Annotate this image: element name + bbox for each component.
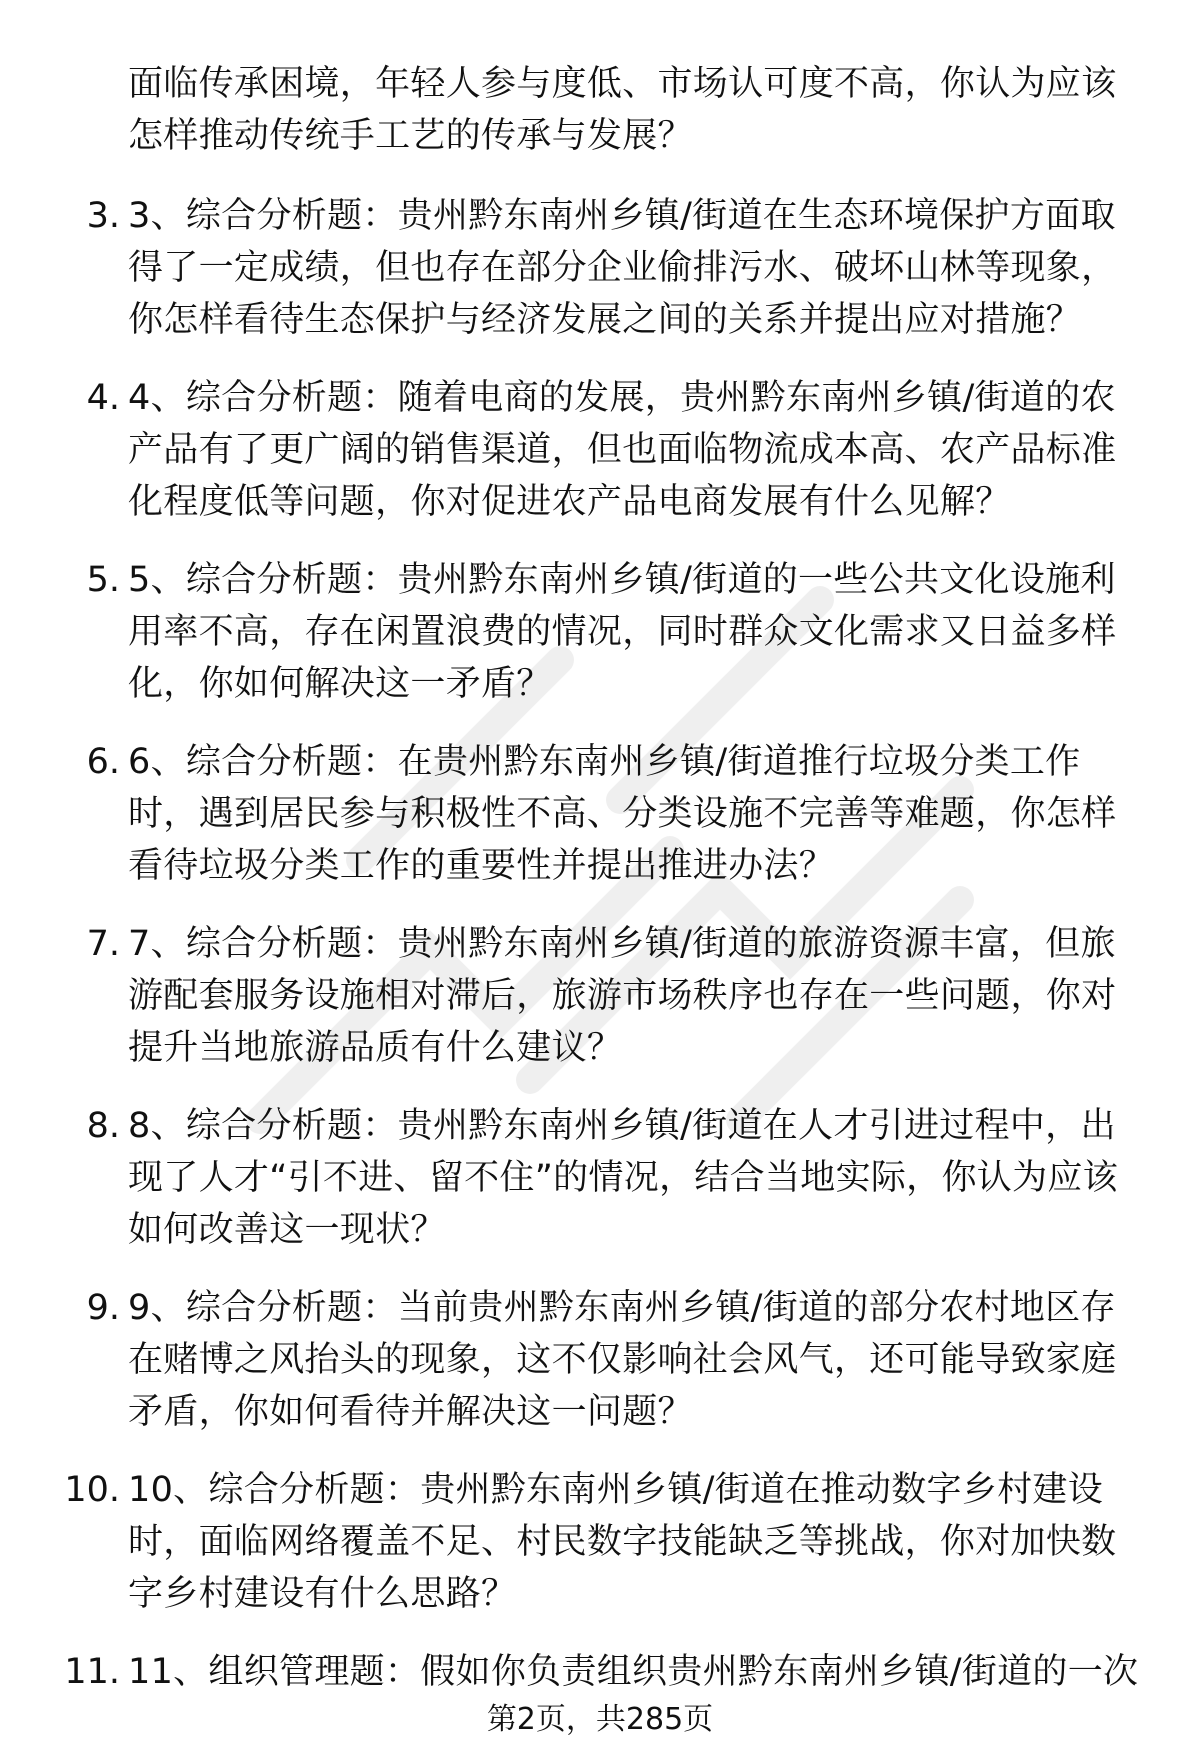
- list-item: [0, 554, 1200, 736]
- question-number: 10.: [64, 1470, 120, 1510]
- question-number: 6.: [86, 742, 120, 782]
- list-item: [0, 1464, 1200, 1646]
- lead-paragraph: 面临传承困境，年轻人参与度低、市场认可度不高，你认为应该怎样推动传统手工艺的传承与发展？: [128, 64, 1117, 156]
- question-number: 8.: [86, 1106, 120, 1146]
- question-text: 3、综合分析题：贵州黔东南州乡镇/街道在生态环境保护方面取得了一定成绩，但也存在部分企业偷排污水、破坏山林等现象，你怎样看待生态保护与经济发展之间的关系并提出应对措施？: [128, 196, 1117, 340]
- question-text: 7、综合分析题：贵州黔东南州乡镇/街道的旅游资源丰富，但旅游配套服务设施相对滞后，旅游市场秩序也存在一些问题，你对提升当地旅游品质有什么建议？: [128, 924, 1117, 1068]
- question-number: 11.: [64, 1652, 120, 1692]
- question-text: 5、综合分析题：贵州黔东南州乡镇/街道的一些公共文化设施利用率不高，存在闲置浪费的情况，同时群众文化需求又日益多样化，你如何解决这一矛盾？: [128, 560, 1117, 704]
- page-footer: 第2页，共285页: [486, 1702, 714, 1737]
- question-number: 5.: [86, 560, 120, 600]
- list-item: [0, 372, 1200, 554]
- question-number: 7.: [86, 924, 120, 964]
- question-text: 9、综合分析题：当前贵州黔东南州乡镇/街道的部分农村地区存在赌博之风抬头的现象，这不仅影响社会风气，还可能导致家庭矛盾，你如何看待并解决这一问题？: [128, 1288, 1117, 1432]
- question-number: 9.: [86, 1288, 120, 1328]
- question-text: 6、综合分析题：在贵州黔东南州乡镇/街道推行垃圾分类工作时，遇到居民参与积极性不高、分类设施不完善等难题，你怎样看待垃圾分类工作的重要性并提出推进办法？: [128, 742, 1117, 886]
- question-text: 8、综合分析题：贵州黔东南州乡镇/街道在人才引进过程中，出现了人才“引不进、留不住”的情况，结合当地实际，你认为应该如何改善这一现状？: [128, 1106, 1118, 1250]
- list-item: [0, 1282, 1200, 1464]
- question-list: [0, 190, 1200, 1726]
- list-item: [0, 918, 1200, 1100]
- question-number: 3.: [86, 196, 120, 236]
- question-number: 4.: [86, 378, 120, 418]
- question-text: 11、组织管理题：假如你负责组织贵州黔东南州乡镇/街道的一次: [128, 1652, 1139, 1692]
- question-text: 10、综合分析题：贵州黔东南州乡镇/街道在推动数字乡村建设时，面临网络覆盖不足、村民数字技能缺乏等挑战，你对加快数字乡村建设有什么思路？: [128, 1470, 1117, 1614]
- list-item: [0, 736, 1200, 918]
- question-text: 4、综合分析题：随着电商的发展，贵州黔东南州乡镇/街道的农产品有了更广阔的销售渠道，但也面临物流成本高、农产品标准化程度低等问题，你对促进农产品电商发展有什么见解？: [128, 378, 1117, 522]
- list-item: [0, 1100, 1200, 1282]
- list-item: [0, 190, 1200, 372]
